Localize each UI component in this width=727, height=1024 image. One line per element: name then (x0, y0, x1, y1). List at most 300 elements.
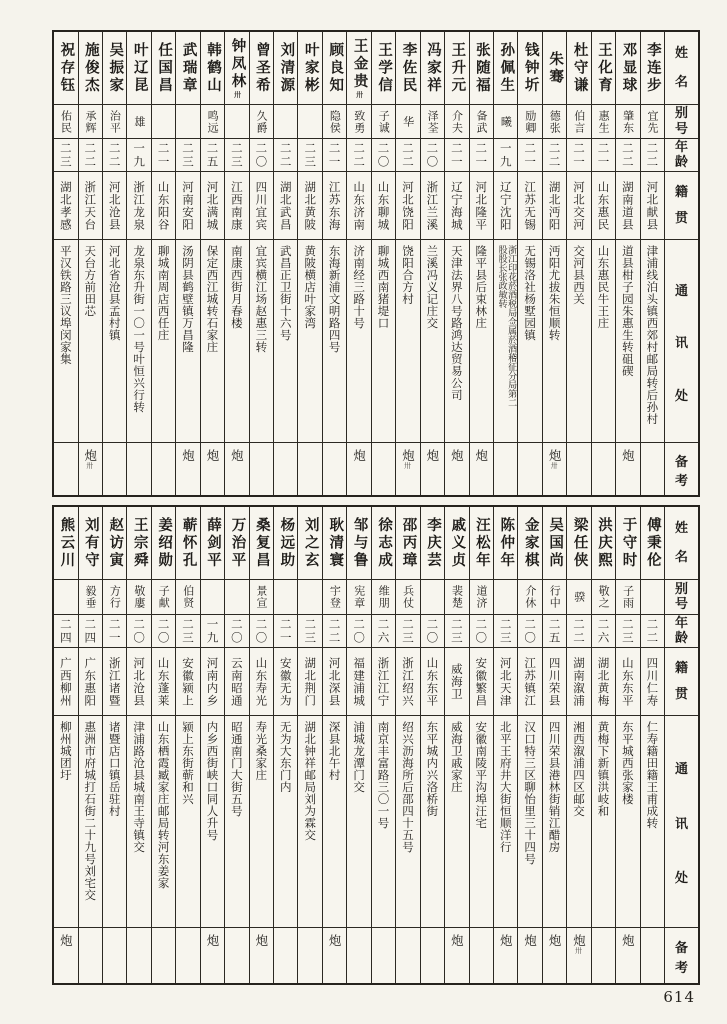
age-cell (176, 139, 199, 172)
origin-text: 湖北沔阳 (547, 180, 562, 231)
address-cell (616, 240, 639, 443)
alias-text: 治平 (108, 109, 122, 134)
address-cell (323, 716, 346, 928)
remark-cell (592, 928, 615, 983)
origin-text: 江苏东海 (327, 180, 342, 231)
age-cell (274, 139, 297, 172)
address-text: 汉口特三区聊怡里三十四号 (523, 721, 538, 865)
address-cell (396, 240, 419, 443)
name-text: 王金贵卅 (351, 38, 368, 98)
person-column (78, 32, 102, 495)
name-cell (79, 507, 102, 580)
alias-cell (274, 580, 297, 615)
name-cell (127, 32, 150, 105)
name-cell (372, 507, 395, 580)
age-text: 二一 (156, 141, 171, 169)
alias-cell (518, 105, 541, 139)
age-text: 一九 (132, 141, 147, 169)
origin-cell (372, 648, 395, 716)
alias-text: 敬之 (597, 585, 611, 609)
address-text: 兰溪冯义记庄交 (425, 245, 440, 329)
alias-cell (298, 580, 321, 615)
name-text: 叶辽昆 (131, 41, 148, 95)
age-cell (494, 139, 517, 172)
alias-cell (225, 105, 248, 139)
address-cell (274, 716, 297, 928)
remark-text: 炮卅 (400, 449, 416, 469)
address-cell (543, 716, 566, 928)
age-cell (518, 139, 541, 172)
origin-text: 四川宜宾 (254, 180, 269, 231)
alias-text: 宇登 (328, 585, 342, 609)
name-cell (103, 32, 126, 105)
remark-cell (518, 928, 541, 983)
address-cell (421, 716, 444, 928)
age-cell (470, 139, 493, 172)
name-cell (494, 507, 517, 580)
remark-cell (176, 443, 199, 495)
name-text: 王宗舜 (131, 516, 148, 570)
age-cell (54, 615, 77, 648)
name-cell (616, 32, 639, 105)
age-text: 二三 (181, 617, 195, 645)
address-cell (494, 716, 517, 928)
origin-cell (347, 648, 370, 716)
name-cell (567, 32, 590, 105)
address-cell (641, 240, 664, 443)
age-text: 二〇 (376, 141, 391, 169)
origin-cell (470, 172, 493, 240)
remark-cell (274, 443, 297, 495)
person-column (493, 507, 517, 983)
address-cell (470, 716, 493, 928)
remark-cell (518, 443, 541, 495)
remark-cell (396, 443, 419, 495)
remark-note: 卅 (85, 461, 94, 469)
remark-cell (396, 928, 419, 983)
person-column (200, 507, 224, 983)
alias-text: 隐侯 (328, 109, 342, 134)
alias-text: 子雨 (621, 585, 635, 609)
age-cell (421, 139, 444, 172)
age-text: 二〇 (254, 617, 269, 645)
age-text: 一九 (205, 617, 220, 645)
address-text: 津浦线泊头镇西郊村邮局转后孙村 (645, 245, 660, 425)
address-cell (176, 716, 199, 928)
alias-text: 伯言 (572, 109, 586, 134)
alias-cell (641, 105, 664, 139)
alias-cell (250, 105, 273, 139)
address-text: 仁寿籍田籍王甫成转 (645, 721, 660, 829)
address-cell (421, 240, 444, 443)
row-header-char: 别 (674, 106, 688, 122)
name-cell (298, 32, 321, 105)
person-column (444, 507, 468, 983)
address-cell (445, 716, 468, 928)
remark-cell (103, 928, 126, 983)
remark-cell (103, 443, 126, 495)
alias-text: 宪章 (352, 585, 366, 609)
origin-text: 浙江诸暨 (107, 656, 122, 707)
directory-table-top (52, 30, 700, 497)
address-text: 四川荣县港林街销江醋房 (547, 721, 562, 853)
address-text: 黄梅下新镇洪岐和 (596, 721, 611, 817)
name-text: 赵访寅 (107, 516, 124, 570)
origin-text: 湖北黄梅 (596, 656, 611, 707)
name-text: 薛剑平 (205, 516, 222, 570)
alias-cell (127, 105, 150, 139)
age-cell (372, 139, 395, 172)
person-column (469, 507, 493, 983)
address-cell (201, 240, 224, 443)
age-cell (641, 615, 664, 648)
name-cell (250, 507, 273, 580)
alias-text: 雄 (132, 115, 146, 128)
age-text: 二一 (596, 141, 611, 169)
person-column (102, 507, 126, 983)
person-column (542, 507, 566, 983)
remark-cell (567, 443, 590, 495)
address-text: 安徽南陵平沟埠汪宅 (474, 721, 489, 829)
name-cell (176, 507, 199, 580)
page-number: 614 (663, 988, 695, 1006)
person-column (322, 507, 346, 983)
origin-text: 河北沧县 (107, 180, 122, 231)
age-cell (616, 615, 639, 648)
age-text: 二〇 (523, 617, 538, 645)
remark-cell (543, 928, 566, 983)
person-column (420, 507, 444, 983)
age-cell (616, 139, 639, 172)
name-text: 洪庆熙 (596, 516, 613, 570)
address-cell (372, 240, 395, 443)
origin-text: 湖北武昌 (278, 180, 293, 231)
address-text: 汤阴县鹤壁镇万昌隆 (181, 245, 195, 353)
address-text: 保定西江城转石家庄 (205, 245, 220, 353)
age-text: 二三 (229, 141, 244, 169)
alias-cell (616, 105, 639, 139)
origin-cell (470, 648, 493, 716)
age-text: 二〇 (474, 617, 489, 645)
origin-text: 山东东平 (425, 656, 440, 707)
person-column (151, 32, 175, 495)
origin-cell (201, 172, 224, 240)
alias-text: 维朋 (377, 585, 391, 609)
origin-cell (176, 172, 199, 240)
origin-text: 山东聊城 (376, 180, 391, 231)
remark-cell (323, 928, 346, 983)
address-text: 湘西溆浦四区邮交 (572, 721, 586, 817)
alias-text: 毅垂 (83, 585, 97, 609)
name-cell (225, 32, 248, 105)
name-text: 任国昌 (156, 41, 173, 95)
alias-text: 伯贤 (181, 585, 195, 609)
remark-cell (152, 443, 175, 495)
person-column (175, 32, 199, 495)
remark-cell (641, 928, 664, 983)
remark-cell (201, 928, 224, 983)
name-text: 顾良知 (327, 41, 344, 95)
age-cell (372, 615, 395, 648)
name-cell (372, 32, 395, 105)
name-cell (421, 32, 444, 105)
age-cell (543, 615, 566, 648)
origin-text: 四川荣县 (547, 656, 562, 707)
remark-text: 炮 (522, 934, 538, 947)
person-column (249, 32, 273, 495)
address-text: 无锡洛社杨墅园镇 (523, 245, 538, 341)
origin-text: 山东蓬莱 (156, 656, 171, 707)
remark-text: 炮 (449, 934, 465, 947)
row-header-char: 贯 (674, 687, 688, 703)
name-text: 李庆芸 (424, 516, 441, 570)
person-column (322, 32, 346, 495)
origin-cell (103, 648, 126, 716)
origin-cell (225, 648, 248, 716)
origin-cell (298, 648, 321, 716)
person-column (175, 507, 199, 983)
row-header-char: 籍 (674, 184, 688, 200)
remark-cell (201, 443, 224, 495)
person-column (224, 32, 248, 495)
remark-cell (54, 443, 77, 495)
row-header-column (664, 507, 698, 983)
age-cell (103, 139, 126, 172)
alias-text: 行中 (548, 585, 562, 609)
row-header-char: 贯 (674, 211, 688, 227)
origin-cell (201, 648, 224, 716)
origin-text: 辽宁海城 (449, 180, 464, 231)
origin-text: 河南安阳 (181, 180, 195, 231)
name-cell (152, 32, 175, 105)
age-cell (201, 615, 224, 648)
age-text: 二一 (327, 141, 342, 169)
address-text: 湖北钟祥邮局刘为霖交 (303, 721, 318, 841)
address-text: 深县北午村 (327, 721, 342, 781)
origin-text: 河北满城 (205, 180, 220, 231)
name-text: 邹与鲁 (351, 516, 368, 570)
name-cell (445, 507, 468, 580)
row-header-char: 处 (674, 388, 688, 404)
remark-cell (250, 928, 273, 983)
person-column (615, 507, 639, 983)
alias-text: 曦 (499, 115, 513, 128)
row-header-char: 号 (674, 121, 688, 137)
alias-cell (298, 105, 321, 139)
name-text: 叶家彬 (302, 41, 319, 95)
origin-text: 浙江天台 (83, 180, 98, 231)
alias-cell (396, 105, 419, 139)
origin-cell (250, 648, 273, 716)
alias-cell (372, 580, 395, 615)
name-cell (470, 507, 493, 580)
age-text: 二〇 (425, 141, 440, 169)
alias-cell (616, 580, 639, 615)
origin-cell (445, 172, 468, 240)
remark-cell (225, 443, 248, 495)
row-header-char: 通 (674, 283, 688, 299)
origin-cell (494, 172, 517, 240)
name-text: 祝存钰 (58, 41, 75, 95)
age-text: 二五 (205, 141, 220, 169)
name-note: 卅 (233, 90, 242, 98)
age-cell (470, 615, 493, 648)
address-text: 浦城龙潭门交 (352, 721, 367, 793)
age-text: 二二 (645, 617, 660, 645)
alias-cell (518, 580, 541, 615)
alias-cell (494, 580, 517, 615)
address-cell (298, 716, 321, 928)
origin-cell (396, 172, 419, 240)
remark-text: 炮 (253, 934, 269, 947)
row-header-char: 号 (674, 597, 688, 613)
name-cell (592, 507, 615, 580)
address-text: 东海新浦文明路四号 (327, 245, 342, 353)
name-text: 傅秉伦 (644, 516, 661, 570)
name-text: 万治平 (229, 516, 246, 570)
name-cell (225, 507, 248, 580)
alias-text: 承辉 (83, 109, 97, 134)
age-text: 二三 (498, 617, 513, 645)
origin-text: 安徽无为 (278, 656, 293, 707)
row-header-alias (665, 580, 698, 615)
address-text: 宜宾横江场赵惠三转 (254, 245, 269, 353)
age-text: 二三 (303, 617, 318, 645)
address-text: 聊城西南猪堤口 (376, 245, 391, 329)
age-cell (176, 615, 199, 648)
name-cell (347, 507, 370, 580)
origin-text: 河北隆平 (474, 180, 489, 231)
address-text: 绍兴沥海所后邵四十五号 (400, 721, 415, 853)
address-cell (152, 240, 175, 443)
name-cell (79, 32, 102, 105)
age-text: 二〇 (352, 617, 367, 645)
origin-cell (543, 172, 566, 240)
age-cell (323, 615, 346, 648)
name-cell (641, 32, 664, 105)
row-header-origin (665, 172, 698, 240)
name-cell (470, 32, 493, 105)
origin-cell (54, 648, 77, 716)
alias-text: 致勇 (352, 109, 366, 134)
alias-cell (641, 580, 664, 615)
name-text: 杜守谦 (571, 41, 588, 95)
row-header-char: 考 (674, 961, 688, 977)
name-text: 金家棋 (522, 516, 539, 570)
age-text: 二三 (620, 617, 635, 645)
origin-cell (616, 172, 639, 240)
row-header-char: 处 (674, 871, 688, 887)
origin-cell (103, 172, 126, 240)
alias-text: 鸣远 (206, 109, 220, 134)
alias-cell (225, 580, 248, 615)
origin-text: 四川仁寿 (645, 656, 660, 707)
address-cell (250, 240, 273, 443)
alias-cell (567, 105, 590, 139)
remark-cell (592, 443, 615, 495)
remark-cell (152, 928, 175, 983)
row-header-origin (665, 648, 698, 716)
address-text: 寿光桑家庄 (254, 721, 269, 781)
alias-cell (592, 580, 615, 615)
alias-cell (543, 580, 566, 615)
name-cell (103, 507, 126, 580)
name-text: 梁任侠 (571, 516, 588, 570)
person-column (297, 507, 321, 983)
age-text: 二〇 (229, 617, 244, 645)
address-text: 交河县西关 (572, 245, 586, 305)
alias-cell (396, 580, 419, 615)
name-cell (127, 507, 150, 580)
origin-cell (641, 172, 664, 240)
row-header-alias (665, 105, 698, 139)
row-header-char: 年 (674, 616, 688, 631)
address-cell (127, 716, 150, 928)
person-column (469, 32, 493, 495)
origin-cell (543, 648, 566, 716)
person-column (371, 32, 395, 495)
remark-cell (79, 928, 102, 983)
name-text: 李佐民 (400, 41, 417, 95)
alias-cell (274, 105, 297, 139)
origin-cell (79, 172, 102, 240)
name-cell (274, 507, 297, 580)
origin-text: 安徽颍上 (181, 656, 195, 707)
row-header-char: 年 (674, 140, 688, 155)
remark-text: 炮 (473, 449, 489, 462)
person-column (126, 32, 150, 495)
origin-cell (567, 172, 590, 240)
alias-cell (347, 105, 370, 139)
origin-text: 湖北黄陂 (303, 180, 318, 231)
age-text: 二五 (547, 617, 562, 645)
name-cell (445, 32, 468, 105)
address-cell (176, 240, 199, 443)
age-cell (347, 139, 370, 172)
row-header-address (665, 240, 698, 443)
address-text: 南京丰富路三〇一号 (376, 721, 391, 829)
address-text: 河北省沧县孟村镇 (107, 245, 122, 341)
name-text: 冯家祥 (424, 41, 441, 95)
address-cell (616, 716, 639, 928)
address-text: 柳州城团圩 (58, 721, 73, 781)
name-text: 邓显球 (620, 41, 637, 95)
person-column (444, 32, 468, 495)
name-text: 刘之玄 (302, 516, 319, 570)
row-header-remark (665, 443, 698, 495)
age-text: 二二 (572, 617, 586, 645)
remark-cell (323, 443, 346, 495)
origin-cell (323, 172, 346, 240)
name-text: 戚义贞 (449, 516, 466, 570)
alias-cell (103, 580, 126, 615)
alias-text: 敬廔 (132, 585, 146, 609)
remark-cell (298, 928, 321, 983)
name-text: 刘有守 (82, 516, 99, 570)
alias-text: 介夫 (450, 109, 464, 134)
address-cell (470, 240, 493, 443)
origin-cell (274, 648, 297, 716)
address-cell (494, 240, 517, 443)
name-cell (201, 32, 224, 105)
age-cell (445, 615, 468, 648)
alias-text: 介休 (523, 585, 537, 609)
remark-text: 炮卅 (571, 934, 587, 954)
remark-cell (250, 443, 273, 495)
age-cell (641, 139, 664, 172)
name-text: 陈仲年 (498, 516, 515, 570)
origin-cell (250, 172, 273, 240)
